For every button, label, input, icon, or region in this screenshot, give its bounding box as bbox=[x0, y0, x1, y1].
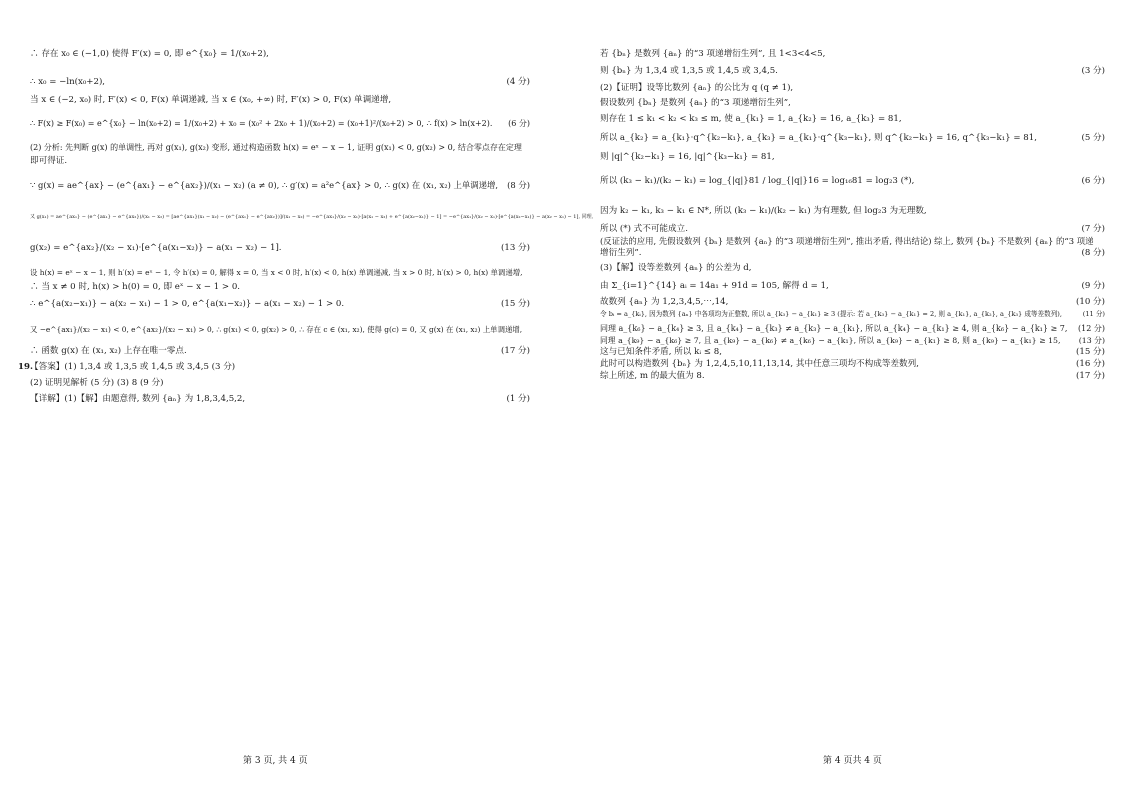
solution-line bbox=[30, 394, 530, 405]
solution-line bbox=[30, 243, 530, 254]
score-marker: (17 分) bbox=[501, 346, 530, 356]
page-footer: 第 3 页, 共 4 页 bbox=[243, 756, 308, 766]
score-marker: (12 分) bbox=[1078, 324, 1105, 333]
line-text: 又 g(x₁) = ae^{ax₁} − (e^{ax₁} − e^{ax₂})/(x₁ − x₂) = [ae^{ax₁}(x₁ − x₂) − (e^{ax₁} − e^{ax₂})]/(x₁ − x₂) = −e^{ax₁}/(x₂ − x₁)·[a(x₁ − x₂) + e^{a(x₂−x₁)} − 1] = −e^{ax₁}/(x₂ − x₁)·[e^{a(x₂−x₁)} − a(x₂ − x₁) − 1], 同理, bbox=[30, 214, 594, 220]
line-text: 则 |q|^{k₂−k₁} = 16, |q|^{k₃−k₁} = 81, bbox=[600, 152, 775, 162]
line-text: (3)【解】设等差数列 {aₙ} 的公差为 d, bbox=[600, 263, 752, 273]
solution-line bbox=[30, 49, 530, 60]
solution-line bbox=[30, 299, 530, 310]
score-marker: (13 分) bbox=[1078, 336, 1105, 345]
score-marker: (8 分) bbox=[1081, 248, 1105, 258]
score-marker: (7 分) bbox=[1081, 224, 1105, 234]
score-marker: (15 分) bbox=[1076, 347, 1105, 357]
solution-line bbox=[600, 83, 1105, 94]
right-page bbox=[562, 0, 1125, 800]
line-text: 即可得证. bbox=[30, 156, 68, 166]
solution-line bbox=[600, 152, 1105, 163]
line-text: 设 h(x) = eˣ − x − 1, 则 h′(x) = eˣ − 1, 令 h′(x) = 0, 解得 x = 0, 当 x < 0 时, h′(x) < 0, h(x) 单调递减, 当 x > 0 时, h′(x) > 0, h(x) 单调递增, bbox=[30, 268, 523, 277]
line-text: 若 {bₙ} 是数列 {aₙ} 的“3 项递增衍生列”, 且 1<3<4<5, bbox=[600, 49, 826, 59]
solution-line bbox=[600, 49, 1105, 60]
solution-line bbox=[600, 347, 1105, 358]
solution-line bbox=[600, 248, 1105, 259]
solution-line bbox=[600, 133, 1105, 144]
solution-line bbox=[600, 98, 1105, 109]
line-text: (2) 证明见解析 (5 分) (3) 8 (9 分) bbox=[30, 378, 164, 388]
line-text: 假设数列 {bₙ} 是数列 {aₙ} 的“3 项递增衍生列”, bbox=[600, 98, 791, 108]
line-text: ∴ 当 x ≠ 0 时, h(x) > h(0) = 0, 即 eˣ − x − 1 > 0. bbox=[30, 282, 241, 292]
line-text: ∴ F(x) ≥ F(x₀) = e^{x₀} − ln(x₀+2) = 1/(x₀+2) + x₀ = (x₀² + 2x₀ + 1)/(x₀+2) = (x₀+1)²/(x₀+2) > 0, ∴ f(x) > ln(x+2). bbox=[30, 119, 493, 128]
solution-line bbox=[30, 346, 530, 357]
solution-line bbox=[600, 66, 1105, 77]
solution-line bbox=[30, 142, 530, 153]
solution-line bbox=[30, 180, 530, 191]
solution-line bbox=[600, 297, 1105, 308]
solution-line bbox=[600, 323, 1105, 334]
solution-line bbox=[30, 156, 530, 167]
solution-line bbox=[600, 206, 1105, 217]
solution-line bbox=[30, 77, 530, 88]
score-marker: (13 分) bbox=[501, 243, 530, 253]
solution-line bbox=[30, 212, 594, 223]
line-text: 故数列 {aₙ} 为 1,2,3,4,5,⋯,14, bbox=[600, 297, 729, 307]
score-marker: (17 分) bbox=[1076, 371, 1105, 381]
line-text: ∵ g(x) = ae^{ax} − (e^{ax₁} − e^{ax₂})/(x₁ − x₂) (a ≠ 0), ∴ g′(x) = a²e^{ax} > 0, ∴ g(x) 在 (x₁, x₂) 上单调递增, bbox=[30, 180, 499, 190]
line-text: ∴ x₀ = −ln(x₀+2), bbox=[30, 77, 106, 87]
score-marker: (6 分) bbox=[1081, 176, 1105, 186]
line-text: ∴ 函数 g(x) 在 (x₁, x₂) 上存在唯一零点. bbox=[30, 346, 187, 356]
solution-line bbox=[600, 114, 1105, 125]
question-number: 19. bbox=[18, 362, 33, 372]
score-marker: (9 分) bbox=[1081, 281, 1105, 291]
line-text: 【答案】(1) 1,3,4 或 1,3,5 或 1,4,5 或 3,4,5 (3 分) bbox=[30, 362, 236, 372]
page-footer: 第 4 页共 4 页 bbox=[823, 756, 882, 766]
solution-line bbox=[600, 281, 1105, 292]
solution-line bbox=[600, 236, 1105, 247]
line-text: (反证法的应用, 先假设数列 {bₙ} 是数列 {aₙ} 的“3 项递增衍生列”, 推出矛盾, 得出结论) 综上, 数列 {bₙ} 不是数列 {aₙ} 的“3 项递 bbox=[600, 236, 1094, 246]
solution-line bbox=[600, 371, 1105, 382]
line-text: 所以 a_{k₂} = a_{k₁}·q^{k₂−k₁}, a_{k₃} = a_{k₁}·q^{k₃−k₁}, 则 q^{k₂−k₁} = 16, q^{k₃−k₁} = 81, bbox=[600, 133, 1037, 143]
solution-line bbox=[30, 267, 530, 278]
score-marker: (3 分) bbox=[1081, 66, 1105, 76]
line-text: 因为 k₂ − k₁, k₃ − k₁ ∈ N*, 所以 (k₃ − k₁)/(k₂ − k₁) 为有理数, 但 log₂3 为无理数, bbox=[600, 206, 927, 216]
line-text: 增衍生列”. bbox=[600, 248, 642, 258]
line-text: ∴ e^{a(x₂−x₁)} − a(x₂ − x₁) − 1 > 0, e^{a(x₁−x₂)} − a(x₁ − x₂) − 1 > 0. bbox=[30, 299, 345, 309]
line-text: 综上所述, m 的最大值为 8. bbox=[600, 371, 705, 381]
solution-line bbox=[30, 118, 530, 129]
score-marker: (16 分) bbox=[1076, 359, 1105, 369]
solution-line bbox=[600, 176, 1105, 187]
score-marker: (5 分) bbox=[1081, 133, 1105, 143]
solution-line bbox=[30, 95, 530, 106]
solution-line bbox=[30, 282, 530, 293]
score-marker: (15 分) bbox=[501, 299, 530, 309]
score-marker: (6 分) bbox=[508, 119, 530, 128]
line-text: 又 −e^{ax₁}/(x₂ − x₁) < 0, e^{ax₂}/(x₂ − x₁) > 0, ∴ g(x₁) < 0, g(x₂) > 0, ∴ 存在 c ∈ (x₁, x₂), 使得 g(c) = 0, 又 g(x) 在 (x₁, x₂) 上单调递增, bbox=[30, 325, 523, 334]
line-text: 所以 (*) 式不可能成立. bbox=[600, 224, 688, 234]
solution-line bbox=[600, 359, 1105, 370]
line-text: (2)【证明】设等比数列 {aₙ} 的公比为 q (q ≠ 1), bbox=[600, 83, 794, 93]
solution-line bbox=[600, 263, 1105, 274]
line-text: 这与已知条件矛盾, 所以 kᵢ ≤ 8, bbox=[600, 347, 722, 357]
line-text: 令 bᵢ = a_{kᵢ}, 因为数列 {aₙ} 中各项均为正整数, 所以 a_{k₃} − a_{k₁} ≥ 3 (提示: 若 a_{k₃} − a_{k₁} = 2, 则 a_{k₁}, a_{k₂}, a_{k₃} 成等差数列), bbox=[600, 310, 1062, 318]
score-marker: (10 分) bbox=[1076, 297, 1105, 307]
solution-line bbox=[18, 362, 530, 373]
score-marker: (1 分) bbox=[506, 394, 530, 404]
line-text: (2) 分析: 先判断 g(x) 的单调性, 再对 g(x₁), g(x₂) 变形, 通过构造函数 h(x) = eˣ − x − 1, 证明 g(x₁) < 0, g(x₂) > 0, 结合零点存在定理 bbox=[30, 143, 522, 152]
solution-line bbox=[30, 324, 530, 335]
score-marker: (8 分) bbox=[507, 180, 530, 190]
line-text: g(x₂) = e^{ax₂}/(x₂ − x₁)·[e^{a(x₁−x₂)} − a(x₁ − x₂) − 1]. bbox=[30, 243, 282, 253]
score-marker: (11 分) bbox=[1082, 310, 1105, 318]
line-text: 【详解】(1)【解】由题意得, 数列 {aₙ} 为 1,8,3,4,5,2, bbox=[30, 394, 246, 404]
line-text: 所以 (k₃ − k₁)/(k₂ − k₁) = log_{|q|}81 / log_{|q|}16 = log₁₆81 = log₂3 (*), bbox=[600, 176, 915, 186]
line-text: 当 x ∈ (−2, x₀) 时, F′(x) < 0, F(x) 单调递减, 当 x ∈ (x₀, +∞) 时, F′(x) > 0, F(x) 单调递增, bbox=[30, 95, 392, 105]
line-text: 同理 a_{k₆} − a_{k₄} ≥ 3, 且 a_{k₄} − a_{k₃} ≠ a_{k₃} − a_{k₁}, 所以 a_{k₄} − a_{k₁} ≥ 4, 则 a_{k₆} − a_{k₁} ≥ 7, bbox=[600, 324, 1068, 333]
solution-line bbox=[600, 335, 1105, 346]
line-text: 由 Σ_{i=1}^{14} aᵢ = 14a₁ + 91d = 105, 解得 d = 1, bbox=[600, 281, 829, 291]
line-text: 则存在 1 ≤ k₁ < k₂ < k₃ ≤ m, 使 a_{k₁} = 1, a_{k₂} = 16, a_{k₃} = 81, bbox=[600, 114, 902, 124]
line-text: 则 {bₙ} 为 1,3,4 或 1,3,5 或 1,4,5 或 3,4,5. bbox=[600, 66, 778, 76]
line-text: 此时可以构造数列 {bₙ} 为 1,2,4,5,10,11,13,14, 其中任意三项均不构成等差数列, bbox=[600, 359, 919, 369]
solution-line bbox=[600, 224, 1105, 235]
line-text: ∴ 存在 x₀ ∈ (−1,0) 使得 F′(x) = 0, 即 e^{x₀} = 1/(x₀+2), bbox=[30, 49, 269, 59]
solution-line bbox=[600, 309, 1105, 320]
score-marker: (4 分) bbox=[506, 77, 530, 87]
solution-line bbox=[30, 378, 530, 389]
line-text: 同理 a_{k₉} − a_{k₆} ≥ 7, 且 a_{k₉} − a_{k₆} ≠ a_{k₆} − a_{k₁}, 所以 a_{k₉} − a_{k₁} ≥ 8, 则 a_{k₉} − a_{k₁} ≥ 15, bbox=[600, 336, 1061, 345]
